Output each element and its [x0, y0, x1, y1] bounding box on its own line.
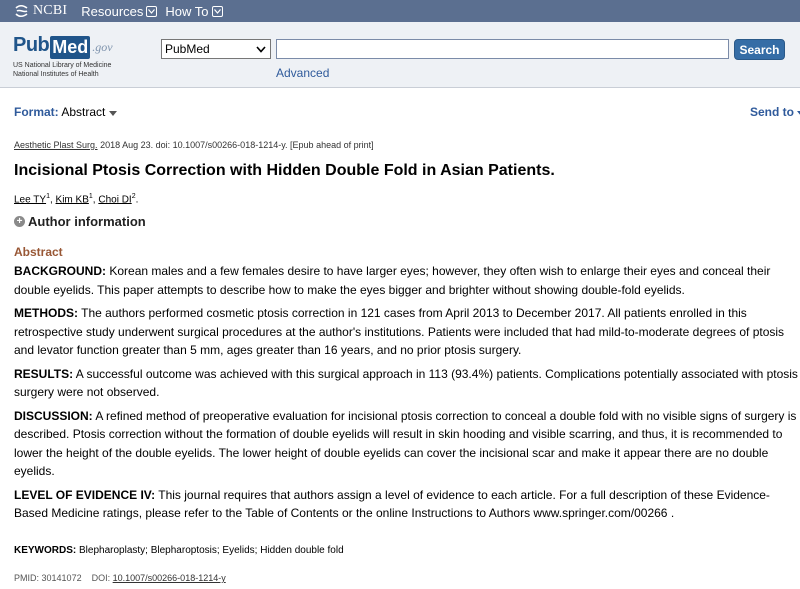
identifiers-line: [14, 573, 226, 583]
author-list: Lee $TY^1$, Kim $KB^1$, Choi $DI^2$.: [14, 193, 139, 206]
citation-details: 2018 Aug 23. doi: 10.1007/s00266-018-1214-y. [Epub ahead of print]: [100, 140, 374, 150]
chevron-down-icon: [256, 46, 266, 53]
author-affiliation-sup: 1: [46, 193, 50, 200]
author-link[interactable]: Choi DI: [98, 194, 132, 206]
logo-gov: .gov: [92, 40, 113, 54]
caret-down-icon: [109, 111, 117, 116]
section-label: RESULTS:: [14, 366, 74, 381]
section-text: This journal requires that authors assign a level of evidence to each article. For a full description of these Evidence-Based Medicine ratings, please refer to the Table of Contents or the online Instructions to Authors www.springer.com/00266 .: [14, 487, 770, 520]
send-to-menu[interactable]: [750, 105, 800, 119]
section-text: Korean males and a few females desire to have larger eyes; however, they often wish to enlarge their eyes and conceal their double eyelids. This paper attempts to describe how to make the eyes bigger and brighter without showing double-fold eyelids.: [14, 264, 771, 297]
plus-icon: +: [14, 216, 25, 227]
abstract-section: [14, 486, 798, 523]
author-information-toggle[interactable]: [14, 214, 146, 229]
send-to-label: Send to: [750, 105, 794, 119]
pubmed-header: [0, 22, 800, 88]
how-to-menu-label: How To: [165, 3, 209, 19]
abstract-heading: Abstract: [14, 245, 63, 259]
author-affiliation-sup: 2: [131, 193, 136, 200]
abstract-section: [14, 262, 798, 299]
keywords-label: KEYWORDS:: [14, 545, 77, 556]
database-select-value: PubMed: [165, 42, 210, 56]
keywords-line: [14, 545, 344, 556]
pmid-label: PMID:: [14, 573, 40, 583]
keywords-text: Blepharoplasty; Blepharoptosis; Eyelids; Hidden double fold: [79, 545, 344, 556]
format-value: Abstract: [61, 105, 106, 119]
author-link[interactable]: Kim KB: [55, 194, 89, 206]
section-label: METHODS:: [14, 306, 78, 320]
ncbi-logo-link[interactable]: [0, 3, 67, 19]
ncbi-top-bar: [0, 0, 800, 22]
pubmed-wordmark: [13, 33, 153, 57]
resources-menu-label: Resources: [81, 3, 144, 19]
pubmed-logo[interactable]: [13, 33, 153, 79]
logo-med: Med: [52, 37, 89, 57]
format-label: Format:: [14, 105, 59, 119]
section-text: A successful outcome was achieved with this surgical approach in 113 (93.4%) patients. Complications potentially associated with ptosis surgery were not observed.: [14, 366, 798, 399]
abstract-section: [14, 365, 798, 402]
author-affiliation-sup: 1: [88, 193, 93, 200]
resources-menu[interactable]: [81, 4, 157, 19]
search-button[interactable]: Search: [734, 39, 785, 60]
search-input[interactable]: [276, 39, 729, 59]
pmid-value: 30141072: [41, 573, 82, 583]
author-link[interactable]: Lee TY: [14, 194, 47, 206]
citation-line: [14, 140, 374, 150]
advanced-search-link[interactable]: Advanced: [276, 66, 330, 80]
section-label: LEVEL OF EVIDENCE IV:: [14, 487, 156, 502]
how-to-menu[interactable]: [165, 4, 222, 19]
section-label: BACKGROUND:: [14, 264, 106, 278]
format-selector[interactable]: [14, 105, 117, 119]
org-text: [13, 61, 153, 79]
section-label: DISCUSSION:: [14, 408, 93, 423]
journal-link[interactable]: Aesthetic Plast Surg.: [14, 140, 98, 150]
ncbi-logo-text: NCBI: [33, 3, 68, 18]
abstract-section: [14, 304, 798, 360]
org-line-2: National Institutes of Health: [13, 71, 99, 78]
org-line-1: US National Library of Medicine: [13, 62, 112, 69]
section-text: A refined method of preoperative evaluation for incisional ptosis correction to conceal a double fold with no visible signs of surgery is described. Ptosis correction without the formation of double eyelids will result in skin hooding and visible scarring, and thus, it is recommended to lower the height of the double eyelids. The lower height of double eyelids can cover the incisional scar and make it appear there are no double eyelids.: [14, 408, 797, 478]
doi-label: DOI:: [91, 573, 111, 583]
author-information-label: Author information: [28, 214, 146, 229]
chevron-down-icon: [146, 6, 157, 17]
article-title: Incisional Ptosis Correction with Hidden Double Fold in Asian Patients.: [14, 162, 555, 179]
chevron-down-icon: [212, 6, 223, 17]
abstract-section: [14, 407, 798, 481]
abstract-body: [14, 262, 798, 528]
database-select[interactable]: [161, 39, 271, 59]
doi-link[interactable]: 10.1007/s00266-018-1214-y: [112, 573, 226, 583]
logo-pub: Pub: [13, 34, 50, 56]
section-text: The authors performed cosmetic ptosis correction in 121 cases from April 2013 to December 2017. All patients enrolled in this retrospective study underwent surgical procedures at the author's institutions. Patients were included that had mild-to-moderate degrees of ptosis and levator function greater than 5 mm, ages greater than 16 years, and no prior ptosis surgery.: [14, 306, 785, 357]
ncbi-logo-icon: [14, 4, 30, 18]
